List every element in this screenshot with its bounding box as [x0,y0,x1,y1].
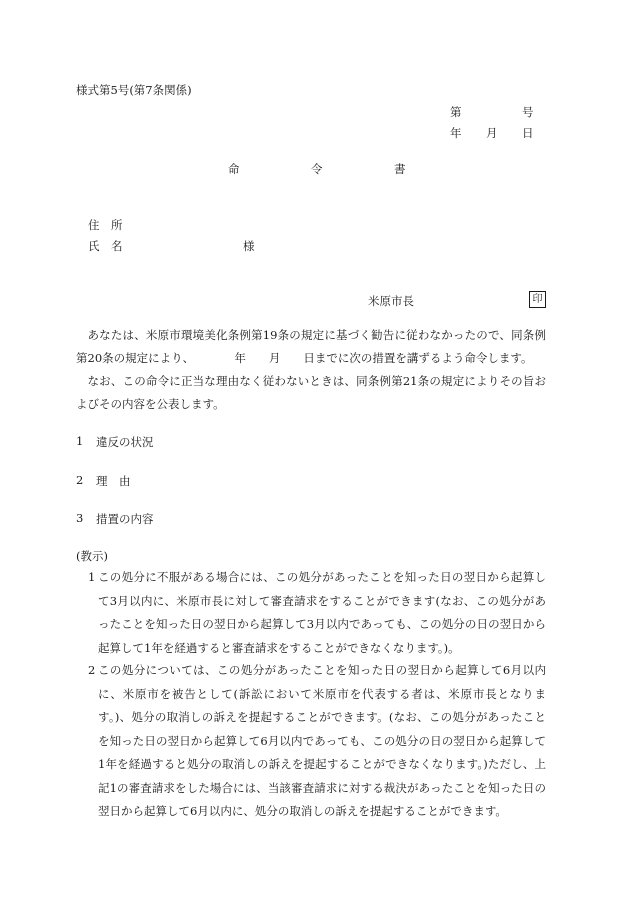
recipient-honorific: 様 [243,239,255,253]
notice-item-1 [88,566,546,660]
section-number: 3 [76,511,84,525]
date-month-label: 月 [486,126,498,140]
body-paragraph-1: あなたは、米原市環境美化条例第19条の規定に基づく勧告に従わなかったので、同条例第20条の規定により、 年 月 日までに次の措置を講ずるよう命令します。 [76,328,546,365]
body-paragraph-2: なお、この命令に正当な理由なく従わないときは、同条例第21条の規定によりその旨およびその内容を公表します。 [76,374,546,411]
recipient-name-label: 氏 名 [88,239,123,253]
section-label: 理 由 [96,474,131,488]
title-char-3: 書 [394,162,406,176]
notice-heading: (教示) [76,549,108,563]
issuer-name: 米原市長 [368,294,414,308]
title-char-1: 命 [228,162,240,176]
notice-item-number: 2 [88,663,96,677]
notice-item-number: 1 [88,570,96,584]
section-number: 1 [76,434,84,448]
form-label: 様式第5号(第7条関係) [76,83,192,97]
date-year-label: 年 [450,126,462,140]
notice-item-text: この処分に不服がある場合には、この処分があったことを知った日の翌日から起算して3月以内に、米原市長に対して審査請求をすることができます(なお、この処分があったことを知った日の翌日から起算して3月以内であっても、この処分の日の翌日から起算して1年を経過すると審査請求をすることができなくなります。)。 [98,570,546,655]
notice-item-2 [88,659,546,824]
date-day-label: 日 [522,126,534,140]
document-number-suffix: 号 [522,105,534,119]
section-label: 措置の内容 [96,512,154,526]
title-char-2: 令 [311,162,323,176]
notice-item-text: この処分については、この処分があったことを知った日の翌日から起算して6月以内に、米原市を被告として(訴訟において米原市を代表する者は、米原市長となります。)、処分の取消しの訴えを提起することができます。(なお、この処分があったことを知った日の翌日から起算して6月以内であっても、この処分の日の翌日から起算して1年を経過すると処分の取消しの訴えを提起することができなくなります。)ただし、上記1の審査請求をした場合には、当該審査請求に対する裁決があったことを知った日の翌日から起算して6月以内に、処分の取消しの訴えを提起することができます。 [98,663,546,818]
document-number-prefix: 第 [450,105,462,119]
section-number: 2 [76,473,84,487]
recipient-address-label: 住 所 [88,218,123,232]
section-label: 違反の状況 [96,435,154,449]
seal-mark: 印 [529,291,546,308]
